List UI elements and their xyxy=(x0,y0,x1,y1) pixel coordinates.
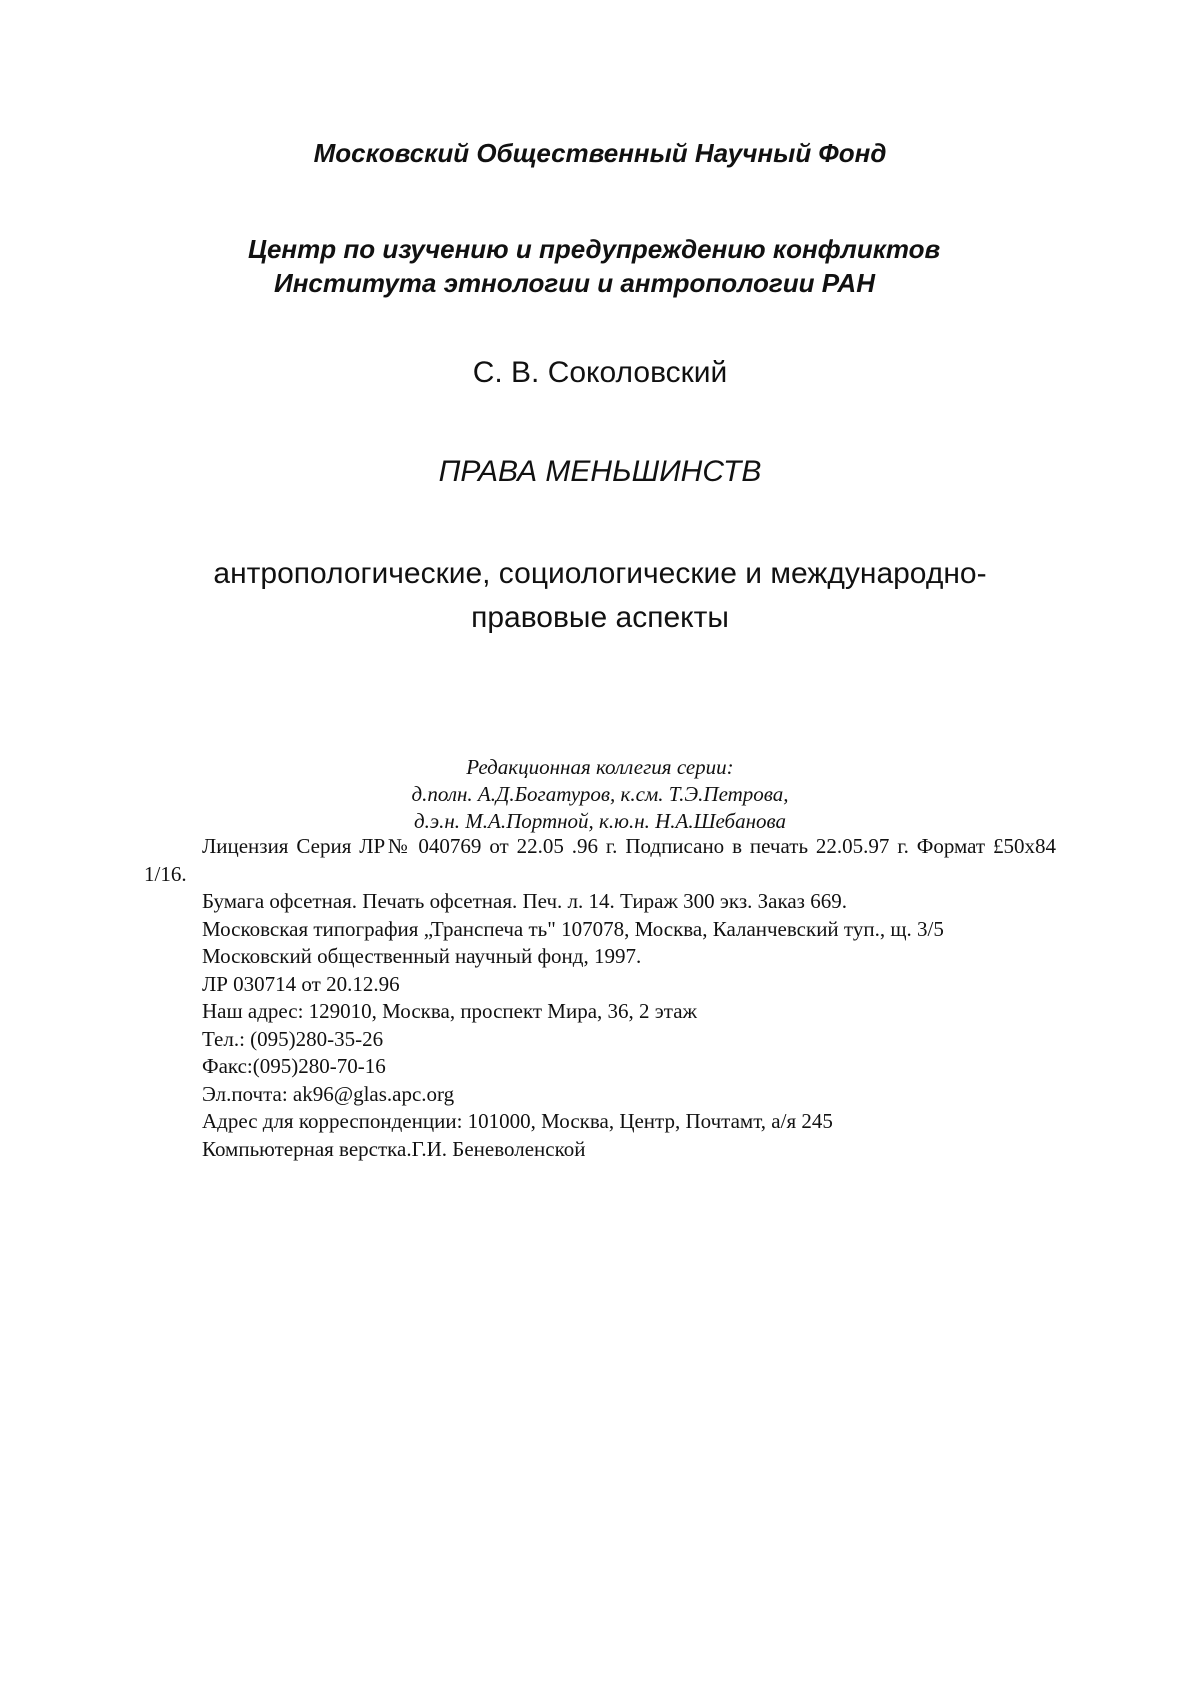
subtitle-line-2: правовые аспекты xyxy=(471,601,729,634)
imprint-fax: Факс:(095)280-70-16 xyxy=(202,1054,386,1078)
editorial-line-1: д.полн. А.Д.Богатуров, к.см. Т.Э.Петрова, xyxy=(411,782,789,806)
book-subtitle xyxy=(0,552,1200,640)
editorial-line-2: д.э.н. М.А.Портной, к.ю.н. Н.А.Шебанова xyxy=(413,809,787,833)
imprint-publisher: Московский общественный научный фонд, 1997. xyxy=(202,944,642,968)
imprint-address: Наш адрес: 129010, Москва, проспект Мира, 36, 2 этаж xyxy=(202,999,698,1023)
imprint-block xyxy=(144,833,1056,1163)
organization-name: Московский Общественный Научный Фонд xyxy=(313,138,887,168)
editorial-heading: Редакционная коллегия серии: xyxy=(466,755,734,779)
book-title: ПРАВА МЕНЬШИНСТВ xyxy=(438,455,762,488)
imprint-paper: Бумага офсетная. Печать офсетная. Печ. л. 14. Тираж 300 экз. Заказ 669. xyxy=(202,889,847,913)
research-center xyxy=(248,232,1028,300)
imprint-layout-credit: Компьютерная верстка.Г.И. Беневоленской xyxy=(202,1136,586,1161)
subtitle-line-1: антропологические, социологические и международно- xyxy=(213,557,987,590)
imprint-license: Лицензия Серия ЛР№ 040769 от 22.05 .96 г. Подписано в печать 22.05.97 г. Формат £50x84 1/16. xyxy=(144,834,1056,886)
center-line-2: Института этнологии и антропологии РАН xyxy=(274,268,875,298)
imprint-printing-house: Московская типография „Транспеча ть" 107078, Москва, Каланчевский туп., щ. 3/5 xyxy=(202,916,944,941)
imprint-phone: Тел.: (095)280-35-26 xyxy=(202,1026,384,1051)
imprint-publisher-license: ЛР 030714 от 20.12.96 xyxy=(202,971,400,996)
center-line-1: Центр по изучению и предупреждению конфликтов xyxy=(248,234,941,264)
editorial-board xyxy=(0,754,1200,835)
author-name: С. В. Соколовский xyxy=(472,356,728,389)
imprint-correspondence: Адрес для корреспонденции: 101000, Москва, Центр, Почтамт, а/я 245 xyxy=(202,1109,833,1133)
imprint-email: Эл.почта: ak96@glas.apc.org xyxy=(202,1081,455,1106)
